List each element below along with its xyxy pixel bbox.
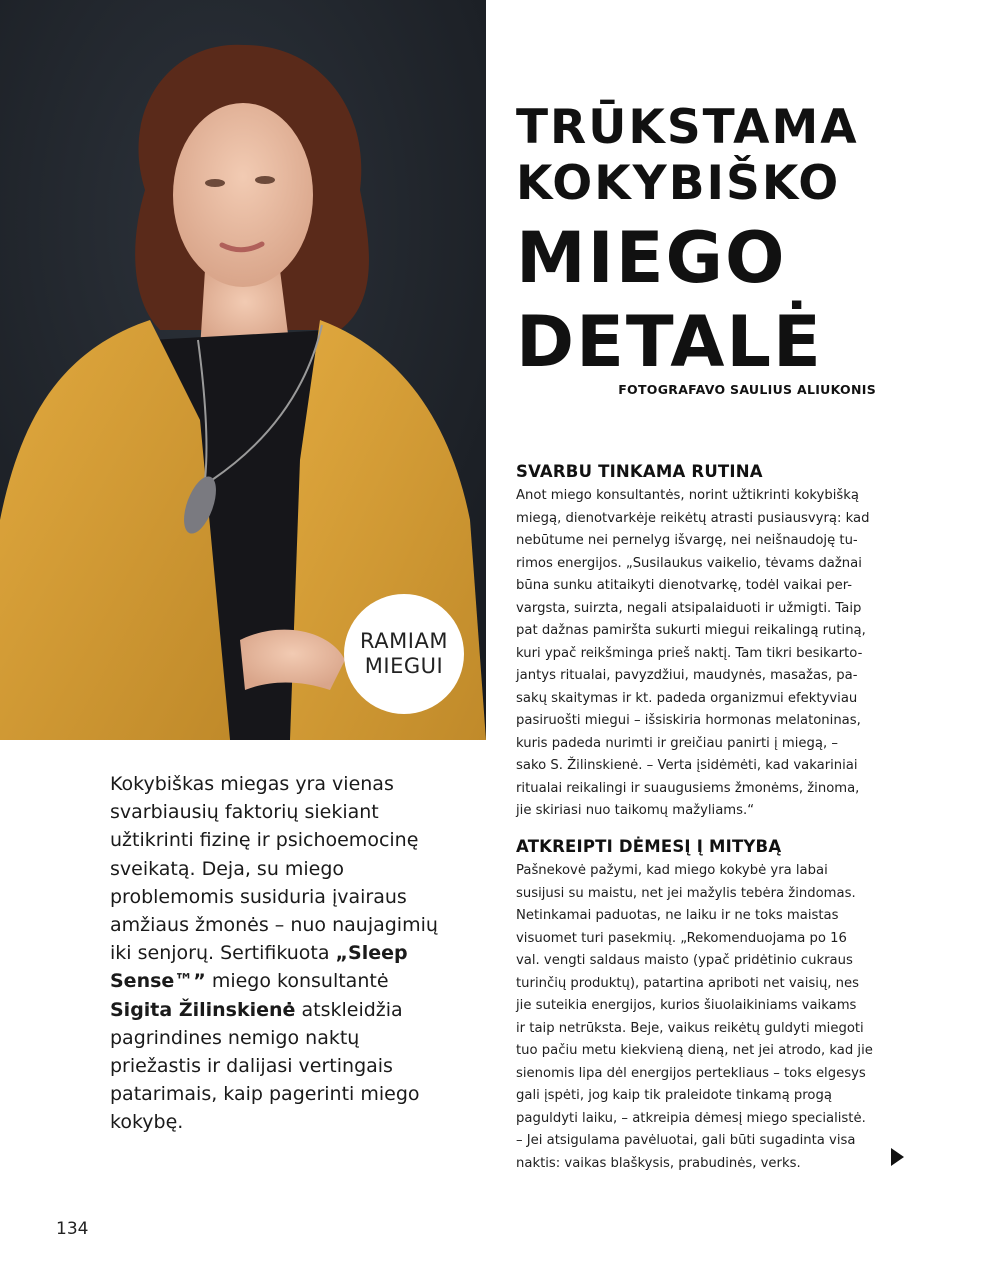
title-line-1: TRŪKSTAMA bbox=[516, 100, 859, 155]
section-1-heading: SVARBU TINKAMA RUTINA bbox=[516, 462, 763, 481]
section2-line: visuomet turi pasekmių. „Rekomenduojama po 16 bbox=[516, 930, 847, 946]
section-2-body bbox=[516, 860, 888, 1175]
section2-line: jie suteikia energijos, kurios šiuolaikiniams vaikams bbox=[516, 998, 857, 1013]
section-1-body bbox=[516, 485, 888, 823]
ramiam-miegui-badge bbox=[344, 594, 464, 714]
lede-text-3: atskleidžia pagrindines nemigo naktų priežastis ir dalijasi vertingais patarimais, kaip pagerinti miego kokybę. bbox=[110, 998, 420, 1134]
lede-name: Sigita Žilinskienė bbox=[110, 998, 296, 1021]
lede-paragraph bbox=[110, 770, 450, 1137]
photo-credit: FOTOGRAFAVO SAULIUS ALIUKONIS bbox=[618, 382, 876, 397]
page-number: 134 bbox=[56, 1219, 89, 1239]
section2-line: val. vengti saldaus maisto (ypač pridėtinio cukraus bbox=[516, 953, 853, 968]
title-line-2: KOKYBIŠKO bbox=[516, 156, 841, 211]
section1-line: pasiruošti miegui – išsiskiria hormonas melatoninas, bbox=[516, 713, 861, 728]
section2-line: gali įspėti, jog kaip tik praleidote tinkamą progą bbox=[516, 1088, 832, 1103]
article-title bbox=[516, 100, 976, 384]
section2-line: paguldyti laiku, – atkreipia dėmesį miego specialistė. bbox=[516, 1110, 866, 1126]
section1-line: Anot miego konsultantės, norint užtikrinti kokybišką bbox=[516, 488, 859, 503]
section1-line: jantys ritualai, pavyzdžiui, maudynės, masažas, pa- bbox=[516, 668, 858, 683]
section2-line: naktis: vaikas blaškysis, prabudinės, verks. bbox=[516, 1155, 801, 1171]
section2-line: turinčių produktų), patartina apriboti net vaisių, nes bbox=[516, 975, 860, 991]
title-line-3: MIEGO bbox=[516, 217, 787, 299]
section1-line: būna sunku atitaikyti dienotvarkę, todėl vaikai per- bbox=[516, 578, 853, 593]
section-2-heading: ATKREIPTI DĖMESĮ Į MITYBĄ bbox=[516, 837, 782, 856]
section2-line: Netinkamai paduotas, ne laiku ir ne toks maistas bbox=[516, 908, 839, 923]
section2-line: ir taip netrūksta. Beje, vaikus reikėtų guldyti miegoti bbox=[516, 1020, 864, 1036]
section1-line: pat dažnas pamiršta sukurti miegui reikalingą rutiną, bbox=[516, 623, 866, 638]
section1-line: kuri ypač reikšminga prieš naktį. Tam tikri besikarto- bbox=[516, 645, 863, 661]
section1-line: kuris padeda nurimti ir greičiau panirti į miegą, – bbox=[516, 735, 838, 751]
section1-line: vargsta, suirzta, negali atsipalaiduoti ir užmigti. Taip bbox=[516, 600, 862, 616]
lede-brand: „Sleep Sense™” bbox=[110, 942, 408, 993]
play-arrow-icon bbox=[891, 1148, 904, 1166]
lede-text-2: miego konsultantė bbox=[205, 970, 389, 993]
section2-line: – Jei atsigulama pavėluotai, gali būti sugadinta visa bbox=[516, 1133, 856, 1148]
lede-text-1: Kokybiškas miegas yra vienas svarbiausių faktorių siekiant užtikrinti fizinę ir psichoemocinę sveikatą. Deja, su miego problemomis susiduria įvairaus amžiaus žmonės – nuo naujagimių iki senjorų. Sertifikuota bbox=[110, 773, 438, 965]
section2-line: sienomis lipa dėl energijos pertekliaus – toks elgesys bbox=[516, 1065, 866, 1081]
portrait-photo bbox=[0, 0, 486, 740]
section2-line: tuo pačiu metu kiekvieną dieną, net jei atrodo, kad jie bbox=[516, 1043, 873, 1058]
section1-line: ritualai reikalingi ir suaugusiems žmonėms, žinoma, bbox=[516, 780, 860, 796]
section1-line: miegą, dienotvarkėje reikėtų atrasti pusiausvyrą: kad bbox=[516, 510, 870, 526]
section1-line: nebūtume nei pernelyg išvargę, nei neišnaudoję tu- bbox=[516, 533, 858, 548]
section2-line: susijusi su maistu, net jei mažylis tebėra žindomas. bbox=[516, 885, 856, 901]
badge-line-1: RAMIAM bbox=[360, 629, 448, 653]
section1-line: rimos energijos. „Susilaukus vaikelio, tėvams dažnai bbox=[516, 555, 862, 571]
section2-line: Pašnekovė pažymi, kad miego kokybė yra labai bbox=[516, 863, 828, 878]
section1-line: jie skiriasi nuo taikomų mažyliams.“ bbox=[516, 803, 755, 818]
badge-line-2: MIEGUI bbox=[364, 654, 444, 678]
title-line-4: DETALĖ bbox=[516, 301, 823, 383]
section1-line: sako S. Žilinskienė. – Verta įsidėmėti, kad vakariniai bbox=[516, 758, 858, 773]
section1-line: sakų skaitymas ir kt. padeda organizmui efektyviau bbox=[516, 690, 858, 706]
